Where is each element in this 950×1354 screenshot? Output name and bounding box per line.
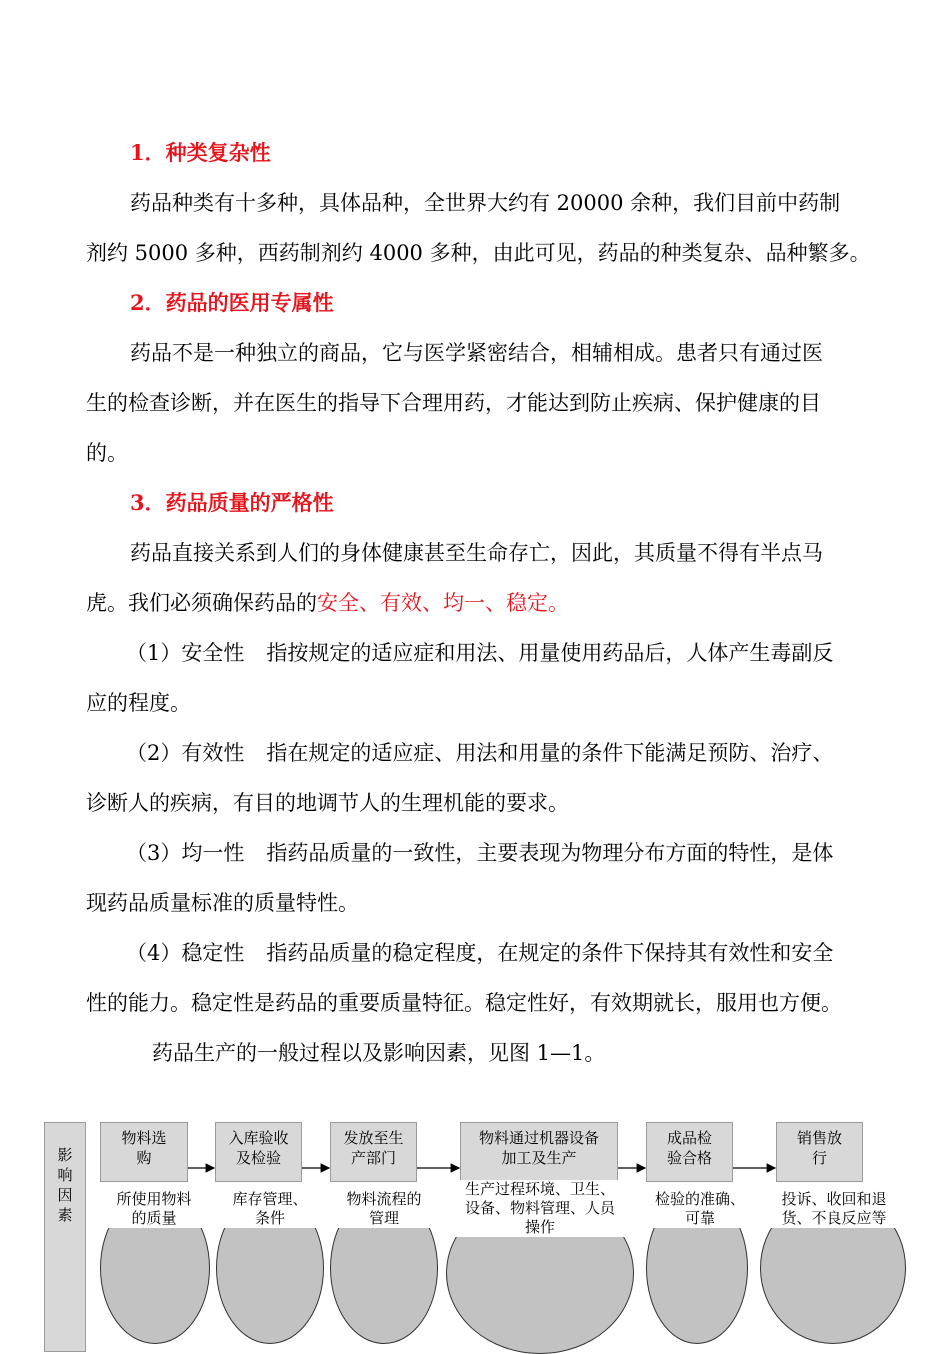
paragraph-line: 应的程度。 — [86, 691, 191, 715]
paragraph-line — [86, 928, 886, 978]
step-sales-release — [776, 1122, 863, 1182]
heading-quality-strictness: 3．药品质量的严格性 — [130, 490, 334, 515]
step-issue-to-production — [330, 1122, 417, 1182]
paragraph-line: 现药品质量标准的质量特性。 — [86, 891, 359, 915]
paragraph-line: 药品种类有十多种，具体品种，全世界大约有 20000 余种，我们目前中药制 — [130, 191, 841, 215]
step-label: 物料选 — [121, 1129, 167, 1147]
paragraph-line — [86, 628, 886, 678]
factor-text: 货、不良反应等 — [781, 1209, 887, 1227]
factor-text: 物料流程的 — [346, 1190, 422, 1208]
heading-medical-exclusivity: 2．药品的医用专属性 — [130, 290, 334, 315]
factor-text: 设备、物料管理、人员 — [464, 1199, 615, 1217]
subsection-title-uniformity: （3）均一性 — [126, 841, 245, 865]
paragraph-line: 的。 — [86, 441, 128, 465]
side-char: 因 — [57, 1186, 73, 1204]
step-warehouse-inspection — [215, 1122, 302, 1182]
factor-text: 管理 — [368, 1209, 399, 1227]
factor-text: 可靠 — [684, 1209, 715, 1227]
factor-text: 的质量 — [131, 1209, 177, 1227]
step-label: 销售放 — [796, 1129, 842, 1147]
factor-text: 操作 — [524, 1218, 555, 1236]
paragraph-line — [86, 578, 886, 628]
figure-reference: 药品生产的一般过程以及影响因素，见图 1—1。 — [152, 1041, 606, 1065]
factor-label — [768, 1190, 900, 1228]
side-char: 素 — [57, 1206, 73, 1224]
step-label: 验合格 — [666, 1149, 712, 1167]
subsection-title-safety: （1）安全性 — [126, 641, 245, 665]
text-span: 指药品质量的一致性，主要表现为物理分布方面的特性，是体 — [266, 841, 834, 865]
factor-label — [650, 1190, 750, 1228]
paragraph-line: 性的能力。稳定性是药品的重要质量特征。稳定性好，有效期就长，服用也方便。 — [86, 991, 842, 1015]
step-label: 及检验 — [235, 1149, 281, 1167]
factor-text: 投诉、收回和退 — [781, 1190, 887, 1208]
subsection-title-efficacy: （2）有效性 — [126, 741, 245, 765]
highlight-text: 安全、有效、均一、稳定。 — [317, 591, 569, 615]
factor-label — [450, 1180, 630, 1237]
text-span: 指按规定的适应症和用法、用量使用药品后，人体产生毒副反 — [266, 641, 834, 665]
factor-text: 检验的准确、 — [654, 1190, 745, 1208]
step-label: 产部门 — [350, 1149, 396, 1167]
step-processing-production — [460, 1122, 618, 1182]
document-body — [86, 128, 886, 1078]
paragraph-line — [86, 728, 886, 778]
factor-label — [220, 1190, 320, 1228]
paragraph-line — [86, 828, 886, 878]
paragraph-line: 药品直接关系到人们的身体健康甚至生命存亡，因此，其质量不得有半点马 — [130, 541, 823, 565]
step-label: 发放至生 — [343, 1129, 404, 1147]
paragraph-line: 剂约 5000 多种，西药制剂约 4000 多种，由此可见，药品的种类复杂、品种繁多。 — [86, 241, 871, 265]
text-span: 指在规定的适应症、用法和用量的条件下能满足预防、治疗、 — [266, 741, 834, 765]
paragraph-line: 生的检查诊断，并在医生的指导下合理用药，才能达到防止疾病、保护健康的目 — [86, 391, 821, 415]
step-label: 行 — [811, 1149, 827, 1167]
step-label: 购 — [136, 1149, 152, 1167]
subsection-title-stability: （4）稳定性 — [126, 941, 245, 965]
production-process-diagram — [0, 1100, 950, 1344]
step-material-purchase — [100, 1122, 188, 1182]
factor-text: 所使用物料 — [116, 1190, 192, 1208]
text-span: 指药品质量的稳定程度，在规定的条件下保持其有效性和安全 — [266, 941, 834, 965]
step-label: 加工及生产 — [501, 1149, 577, 1167]
step-label: 入库验收 — [228, 1129, 289, 1147]
heading-variety-complexity: 1．种类复杂性 — [130, 140, 271, 165]
factor-text: 生产过程环境、卫生、 — [464, 1180, 615, 1198]
step-finished-inspection — [646, 1122, 733, 1182]
side-char: 影 — [57, 1146, 73, 1164]
text-span: 虎。我们必须确保药品的 — [86, 591, 317, 615]
factor-label — [106, 1190, 202, 1228]
factor-text: 库存管理、 — [232, 1190, 308, 1208]
factor-label — [334, 1190, 434, 1228]
paragraph-line: 药品不是一种独立的商品，它与医学紧密结合，相辅相成。患者只有通过医 — [130, 341, 823, 365]
paragraph-line: 诊断人的疾病，有目的地调节人的生理机能的要求。 — [86, 791, 569, 815]
factor-text: 条件 — [254, 1209, 285, 1227]
side-char: 响 — [57, 1166, 73, 1184]
step-label: 成品检 — [666, 1129, 712, 1147]
step-label: 物料通过机器设备 — [478, 1129, 599, 1147]
